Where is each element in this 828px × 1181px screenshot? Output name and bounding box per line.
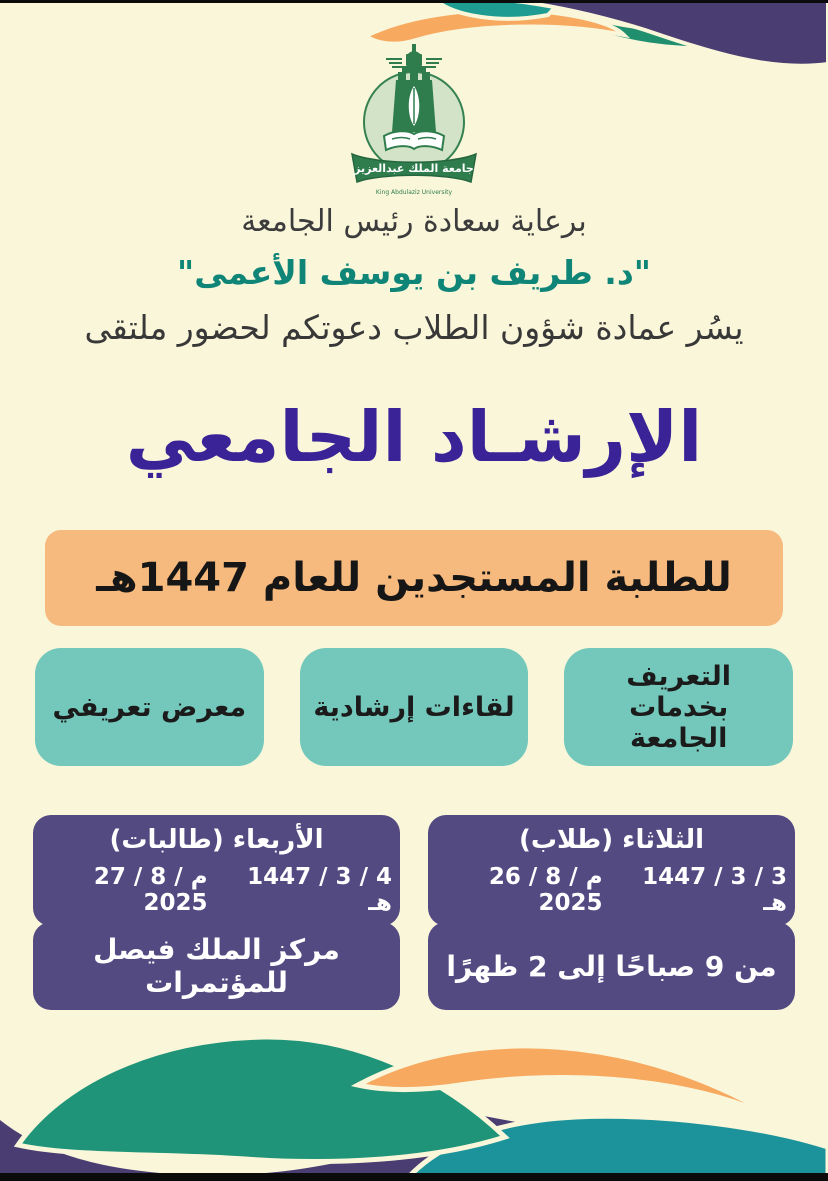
gregorian-era: م [585, 864, 603, 890]
university-logo [336, 42, 492, 202]
schedule-row [33, 815, 795, 926]
schedule-box-female-students [33, 815, 400, 926]
feature-box-guidance-meetings: لقاءات إرشادية [300, 648, 529, 766]
invitation-line: يسُر عمادة شؤون الطلاب دعوتكم لحضور ملتقى [84, 308, 744, 347]
hijri-date: 4 / 3 / 1447 هـ [247, 864, 392, 916]
gregorian-date: 27 / 8 / 2025 [93, 864, 208, 916]
feature-box-exhibition: معرض تعريفي [35, 648, 264, 766]
subtitle-banner: للطلبة المستجدين للعام 1447هـ [45, 530, 783, 626]
gregorian-era: م [190, 864, 208, 890]
logo-university-name-en: King Abdulaziz University [375, 189, 453, 196]
bottom-edge-bar [0, 1173, 828, 1181]
hijri-date: 3 / 3 / 1447 هـ [642, 864, 787, 916]
logo-university-name: جامعة الملك عبدالعزيز [354, 162, 474, 175]
time-box: من 9 صباحًا إلى 2 ظهرًا [428, 922, 795, 1010]
schedule-box-male-students [428, 815, 795, 926]
university-logo-emblem [336, 42, 492, 202]
schedule-dates [41, 864, 392, 916]
schedule-dates [436, 864, 787, 916]
features-row [35, 648, 793, 766]
logo-book-icon [384, 131, 444, 150]
top-edge-bar [0, 0, 828, 3]
gregorian-date-group [436, 864, 603, 916]
gregorian-date: 26 / 8 / 2025 [488, 864, 603, 916]
venue-box: مركز الملك فيصل للمؤتمرات [33, 922, 400, 1010]
patronage-line: برعاية سعادة رئيس الجامعة [241, 204, 587, 239]
bottom-waves-decoration [0, 1025, 828, 1181]
header-text-block [0, 204, 828, 347]
main-title: الإرشـاد الجامعي [125, 396, 703, 478]
schedule-day: الأربعاء (طالبات) [109, 825, 324, 855]
feature-box-services: التعريف بخدمات الجامعة [564, 648, 793, 766]
gregorian-date-group [41, 864, 208, 916]
president-name: "د. طريف بن يوسف الأعمى" [177, 253, 651, 292]
schedule-day: الثلاثاء (طلاب) [518, 825, 705, 855]
info-row [33, 922, 795, 1010]
